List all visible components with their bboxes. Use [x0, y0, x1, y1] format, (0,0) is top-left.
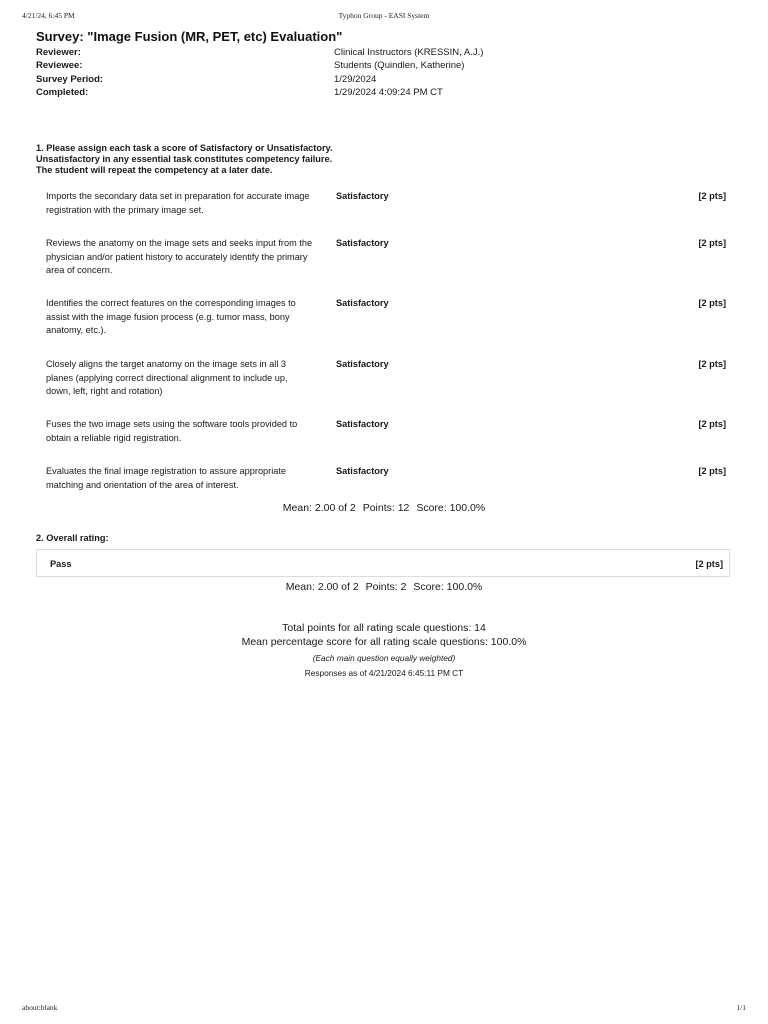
- meta-label: Reviewee:: [36, 60, 83, 71]
- task-description: Closely aligns the target anatomy on the image sets in all 3 planes (applying correct directional alignment to include up, down, left, right and rotation): [46, 359, 288, 396]
- task-description: Evaluates the final image registration to assure appropriate matching and orientation of the area of interest.: [46, 466, 287, 490]
- summary-points: Points: 12: [362, 502, 410, 514]
- overall-rating-points: [2 pts]: [695, 559, 723, 569]
- question-1-text: [36, 143, 366, 176]
- meta-value: Clinical Instructors (KRESSIN, A.J.): [334, 47, 484, 58]
- meta-label: Reviewer:: [36, 47, 81, 58]
- overall-rating-answer: Pass: [50, 559, 72, 569]
- print-page-title: Typhon Group - EASI System: [338, 11, 430, 20]
- task-description: Reviews the anatomy on the image sets and seeks input from the physician and/or patient history to accurately identify the primary area of concern.: [46, 238, 313, 275]
- question-1-line: Unsatisfactory in any essential task constitutes competency failure.: [36, 154, 333, 164]
- task-rating: Satisfactory: [336, 191, 389, 201]
- task-points: [2 pts]: [698, 238, 726, 248]
- task-description: Fuses the two image sets using the software tools provided to obtain a reliable rigid registration.: [46, 419, 298, 443]
- task-points: [2 pts]: [698, 191, 726, 201]
- task-rating: Satisfactory: [336, 419, 389, 429]
- task-points: [2 pts]: [698, 298, 726, 308]
- task-points: [2 pts]: [698, 419, 726, 429]
- weight-note: (Each main question equally weighted): [312, 653, 456, 663]
- question-1-line: The student will repeat the competency at a later date.: [36, 165, 273, 175]
- meta-value: 1/29/2024: [334, 74, 377, 85]
- task-rating: Satisfactory: [336, 466, 389, 476]
- print-url: about:blank: [22, 1003, 58, 1012]
- mean-percentage: Mean percentage score for all rating scale questions: 100.0%: [241, 636, 527, 648]
- survey-title: Survey: "Image Fusion (MR, PET, etc) Evaluation": [36, 29, 343, 44]
- task-points: [2 pts]: [698, 466, 726, 476]
- print-footer: [22, 1003, 746, 1015]
- summary-mean: Mean: 2.00 of 2: [285, 581, 359, 593]
- responses-timestamp: Responses as of 4/21/2024 6:45:11 PM CT: [304, 668, 464, 678]
- meta-label: Survey Period:: [36, 74, 104, 85]
- question-2-summary: [0, 581, 768, 593]
- question-1-line: 1. Please assign each task a score of Satisfactory or Unsatisfactory.: [36, 143, 333, 153]
- task-rating: Satisfactory: [336, 298, 389, 308]
- question-2-text: 2. Overall rating:: [36, 533, 109, 543]
- question-1-summary: [0, 502, 768, 514]
- print-header: [22, 11, 746, 23]
- task-description: Identifies the correct features on the corresponding images to assist with the image fusion process (e.g. tumor mass, bony anatomy, etc.).: [46, 298, 296, 335]
- meta-row-reviewee: [36, 60, 736, 73]
- meta-row-survey-period: [36, 74, 736, 87]
- task-points: [2 pts]: [698, 359, 726, 369]
- meta-value: Students (Quindlen, Katherine): [334, 60, 465, 71]
- task-rating: Satisfactory: [336, 359, 389, 369]
- overall-rating-box: [36, 549, 730, 577]
- summary-score: Score: 100.0%: [416, 502, 486, 514]
- summary-mean: Mean: 2.00 of 2: [282, 502, 356, 514]
- meta-row-completed: [36, 87, 736, 100]
- summary-score: Score: 100.0%: [413, 581, 483, 593]
- summary-points: Points: 2: [365, 581, 407, 593]
- total-points: Total points for all rating scale questions: 14: [282, 622, 486, 634]
- meta-value: 1/29/2024 4:09:24 PM CT: [334, 87, 443, 98]
- meta-label: Completed:: [36, 87, 89, 98]
- print-datetime: 4/21/24, 6:45 PM: [22, 11, 75, 20]
- task-rating: Satisfactory: [336, 238, 389, 248]
- print-page-number: 1/1: [736, 1003, 746, 1012]
- task-description: Imports the secondary data set in preparation for accurate image registration with the primary image set.: [46, 191, 310, 215]
- meta-row-reviewer: [36, 47, 736, 60]
